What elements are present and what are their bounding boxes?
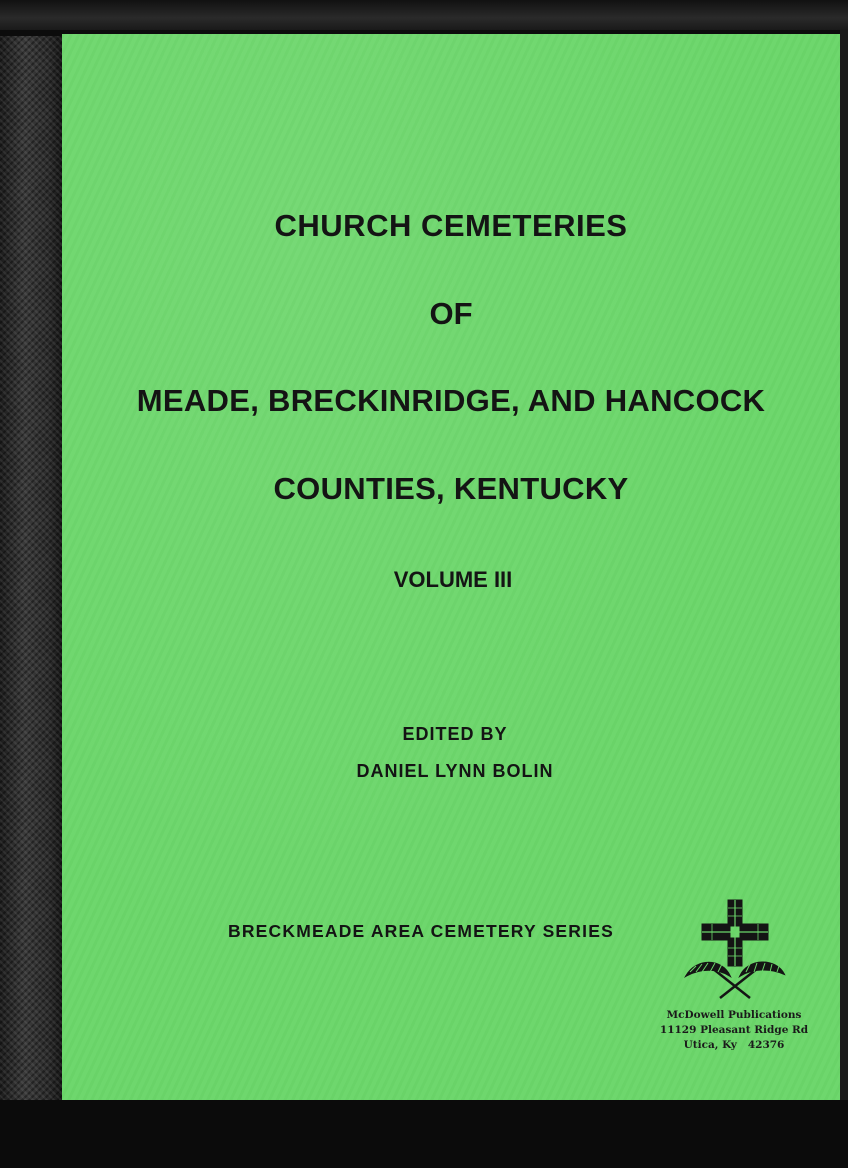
background-bottom	[0, 1100, 848, 1168]
book-spine	[0, 36, 64, 1104]
publisher-name: McDowell Publications	[666, 1009, 802, 1021]
title-line-1: CHURCH CEMETERIES	[274, 208, 628, 243]
background-top	[0, 0, 848, 30]
edited-by-label: EDITED BY	[402, 724, 508, 744]
title-line-4: COUNTIES, KENTUCKY	[273, 471, 629, 506]
publisher-address: 11129 Pleasant Ridge Rd	[659, 1024, 809, 1036]
title-line-2: OF	[429, 296, 473, 331]
title-line-3: MEADE, BRECKINRIDGE, AND HANCOCK	[136, 383, 766, 418]
series-name: BRECKMEADE AREA CEMETERY SERIES	[228, 921, 614, 941]
editor-name: DANIEL LYNN BOLIN	[356, 761, 554, 781]
volume-label: VOLUME III	[393, 567, 513, 592]
publisher-block	[636, 1008, 832, 1053]
publisher-city: Utica, Ky 42376	[683, 1039, 785, 1051]
windmill-palm-emblem-icon	[682, 898, 788, 1002]
